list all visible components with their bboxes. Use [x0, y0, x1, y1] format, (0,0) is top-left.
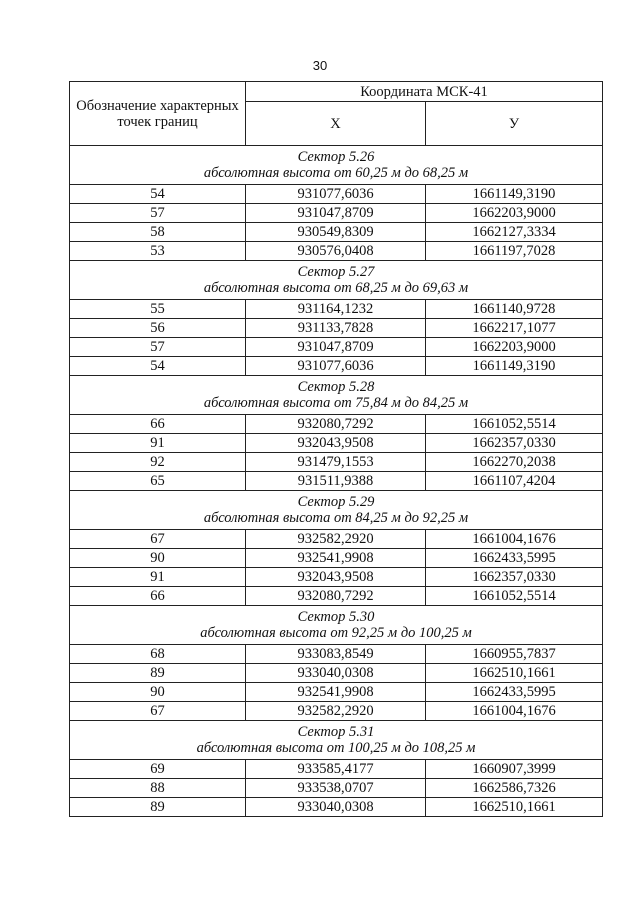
point-id-cell: 67 — [70, 702, 246, 721]
y-coordinate-cell: 1661052,5514 — [426, 415, 603, 434]
x-coordinate-cell: 930549,8309 — [246, 223, 426, 242]
y-coordinate-cell: 1662203,9000 — [426, 338, 603, 357]
sector-altitude: абсолютная высота от 75,84 м до 84,25 м — [203, 395, 469, 411]
x-coordinate-cell: 932043,9508 — [246, 568, 426, 587]
x-coordinate-cell: 931077,6036 — [246, 185, 426, 204]
y-coordinate-cell: 1661052,5514 — [426, 587, 603, 606]
designation-header: Обозначение характерных точек границ — [70, 82, 246, 146]
table-row — [70, 434, 603, 453]
x-coordinate-cell: 931164,1232 — [246, 300, 426, 319]
sector-altitude: абсолютная высота от 84,25 м до 92,25 м — [203, 510, 469, 526]
point-id-cell: 56 — [70, 319, 246, 338]
y-coordinate-cell: 1662357,0330 — [426, 568, 603, 587]
sector-title: Сектор 5.29 — [297, 494, 375, 510]
sector-altitude: абсолютная высота от 92,25 м до 100,25 м — [200, 625, 472, 641]
point-id-cell: 67 — [70, 530, 246, 549]
table-row — [70, 530, 603, 549]
table-row — [70, 242, 603, 261]
point-id-cell: 65 — [70, 472, 246, 491]
sector-title: Сектор 5.31 — [297, 724, 375, 740]
table-row — [70, 549, 603, 568]
x-coordinate-cell: 931133,7828 — [246, 319, 426, 338]
sector-header-row — [70, 491, 603, 530]
x-coordinate-cell: 933538,0707 — [246, 779, 426, 798]
table-row — [70, 300, 603, 319]
x-coordinate-cell: 932582,2920 — [246, 530, 426, 549]
y-coordinate-cell: 1662203,9000 — [426, 204, 603, 223]
table-row — [70, 760, 603, 779]
coordinates-table — [69, 81, 603, 817]
point-id-cell: 69 — [70, 760, 246, 779]
y-coordinate-cell: 1660907,3999 — [426, 760, 603, 779]
table-row — [70, 472, 603, 491]
x-coordinate-cell: 933040,0308 — [246, 664, 426, 683]
sector-header — [70, 146, 603, 185]
sector-title: Сектор 5.27 — [297, 264, 375, 280]
x-coordinate-cell: 931047,8709 — [246, 338, 426, 357]
table-row — [70, 185, 603, 204]
table-row — [70, 683, 603, 702]
point-id-cell: 53 — [70, 242, 246, 261]
table-row — [70, 587, 603, 606]
table-row — [70, 645, 603, 664]
x-coordinate-cell: 932043,9508 — [246, 434, 426, 453]
table-row — [70, 415, 603, 434]
y-header: У — [426, 102, 603, 146]
point-id-cell: 66 — [70, 415, 246, 434]
x-coordinate-cell: 933040,0308 — [246, 798, 426, 817]
point-id-cell: 57 — [70, 338, 246, 357]
y-coordinate-cell: 1661149,3190 — [426, 185, 603, 204]
sector-header-row — [70, 606, 603, 645]
y-coordinate-cell: 1662433,5995 — [426, 549, 603, 568]
sector-header-row — [70, 261, 603, 300]
y-coordinate-cell: 1662510,1661 — [426, 664, 603, 683]
table-row — [70, 453, 603, 472]
sector-altitude: абсолютная высота от 100,25 м до 108,25 м — [196, 740, 476, 756]
point-id-cell: 58 — [70, 223, 246, 242]
sector-header — [70, 491, 603, 530]
sector-title: Сектор 5.30 — [297, 609, 375, 625]
point-id-cell: 66 — [70, 587, 246, 606]
page-number: 30 — [312, 58, 328, 73]
sector-header — [70, 606, 603, 645]
table-row — [70, 664, 603, 683]
sector-header — [70, 376, 603, 415]
table-row — [70, 223, 603, 242]
point-id-cell: 57 — [70, 204, 246, 223]
x-coordinate-cell: 932541,9908 — [246, 549, 426, 568]
sector-title: Сектор 5.26 — [297, 149, 375, 165]
x-coordinate-cell: 933585,4177 — [246, 760, 426, 779]
sector-header-row — [70, 146, 603, 185]
point-id-cell: 90 — [70, 549, 246, 568]
x-coordinate-cell: 932582,2920 — [246, 702, 426, 721]
y-coordinate-cell: 1661004,1676 — [426, 530, 603, 549]
point-id-cell: 90 — [70, 683, 246, 702]
x-coordinate-cell: 932541,9908 — [246, 683, 426, 702]
x-coordinate-cell: 931511,9388 — [246, 472, 426, 491]
table-row — [70, 568, 603, 587]
table-row — [70, 338, 603, 357]
y-coordinate-cell: 1662127,3334 — [426, 223, 603, 242]
y-coordinate-cell: 1662270,2038 — [426, 453, 603, 472]
y-coordinate-cell: 1661004,1676 — [426, 702, 603, 721]
point-id-cell: 89 — [70, 664, 246, 683]
point-id-cell: 55 — [70, 300, 246, 319]
table-row — [70, 779, 603, 798]
y-coordinate-cell: 1662433,5995 — [426, 683, 603, 702]
y-coordinate-cell: 1662510,1661 — [426, 798, 603, 817]
point-id-cell: 91 — [70, 568, 246, 587]
sector-altitude: абсолютная высота от 60,25 м до 68,25 м — [203, 165, 469, 181]
x-coordinate-cell: 931479,1553 — [246, 453, 426, 472]
y-coordinate-cell: 1661149,3190 — [426, 357, 603, 376]
y-coordinate-cell: 1662217,1077 — [426, 319, 603, 338]
coordinate-system-header: Координата МСК-41 — [246, 82, 603, 102]
point-id-cell: 68 — [70, 645, 246, 664]
table-row — [70, 702, 603, 721]
sector-title: Сектор 5.28 — [297, 379, 375, 395]
sector-header-row — [70, 721, 603, 760]
sector-altitude: абсолютная высота от 68,25 м до 69,63 м — [203, 280, 469, 296]
x-coordinate-cell: 932080,7292 — [246, 415, 426, 434]
point-id-cell: 89 — [70, 798, 246, 817]
y-coordinate-cell: 1660955,7837 — [426, 645, 603, 664]
x-coordinate-cell: 931077,6036 — [246, 357, 426, 376]
x-header: X — [246, 102, 426, 146]
table-header — [70, 82, 603, 146]
y-coordinate-cell: 1662357,0330 — [426, 434, 603, 453]
point-id-cell: 91 — [70, 434, 246, 453]
sector-header — [70, 721, 603, 760]
table-row — [70, 319, 603, 338]
x-coordinate-cell: 932080,7292 — [246, 587, 426, 606]
table-row — [70, 357, 603, 376]
sector-header-row — [70, 376, 603, 415]
point-id-cell: 88 — [70, 779, 246, 798]
table-body — [70, 146, 603, 817]
x-coordinate-cell: 931047,8709 — [246, 204, 426, 223]
x-coordinate-cell: 930576,0408 — [246, 242, 426, 261]
y-coordinate-cell: 1661197,7028 — [426, 242, 603, 261]
y-coordinate-cell: 1662586,7326 — [426, 779, 603, 798]
point-id-cell: 92 — [70, 453, 246, 472]
table-row — [70, 798, 603, 817]
sector-header — [70, 261, 603, 300]
point-id-cell: 54 — [70, 357, 246, 376]
x-coordinate-cell: 933083,8549 — [246, 645, 426, 664]
point-id-cell: 54 — [70, 185, 246, 204]
table-row — [70, 204, 603, 223]
y-coordinate-cell: 1661140,9728 — [426, 300, 603, 319]
y-coordinate-cell: 1661107,4204 — [426, 472, 603, 491]
